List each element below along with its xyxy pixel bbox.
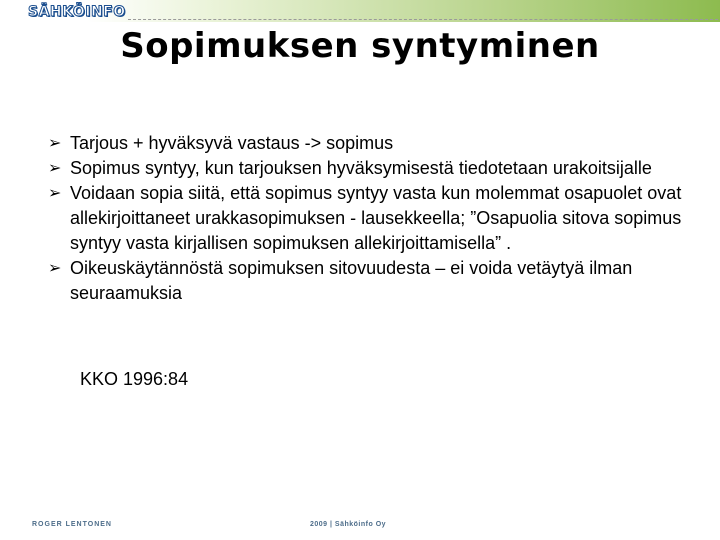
bullet-list <box>48 131 688 306</box>
header-divider <box>128 19 718 20</box>
sahkoinfo-logo: SÄHKÖINFO <box>28 4 126 20</box>
bullet-text: Oikeuskäytännöstä sopimuksen sitovuudesta – ei voida vetäytyä ilman seuraamuksia <box>70 258 633 303</box>
footer-copyright: 2009 | Sähköinfo Oy <box>310 521 387 528</box>
bullet-item <box>48 156 688 181</box>
bullet-item <box>48 256 688 306</box>
bullet-item <box>48 131 688 156</box>
arrow-bullet-icon: ➢ <box>48 135 62 152</box>
footer-author: ROGER LENTONEN <box>32 521 112 528</box>
bullet-text: Tarjous + hyväksyvä vastaus -> sopimus <box>70 133 394 153</box>
arrow-bullet-icon: ➢ <box>48 160 62 177</box>
arrow-bullet-icon: ➢ <box>48 185 62 202</box>
bullet-text: Voidaan sopia siitä, että sopimus syntyy vasta kun molemmat osapuolet ovat allekirjoittaneet urakkasopimuksen - lausekkeella; ”Osapuolia sitova sopimus syntyy vasta kirjallisen sopimuksen allekirjoittamisella” . <box>70 183 682 253</box>
slide-title: Sopimuksen syntyminen <box>120 26 600 66</box>
case-reference: KKO 1996:84 <box>80 369 189 389</box>
arrow-bullet-icon: ➢ <box>48 260 62 277</box>
bullet-item <box>48 181 688 256</box>
bullet-text: Sopimus syntyy, kun tarjouksen hyväksymisestä tiedotetaan urakoitsijalle <box>70 158 652 178</box>
